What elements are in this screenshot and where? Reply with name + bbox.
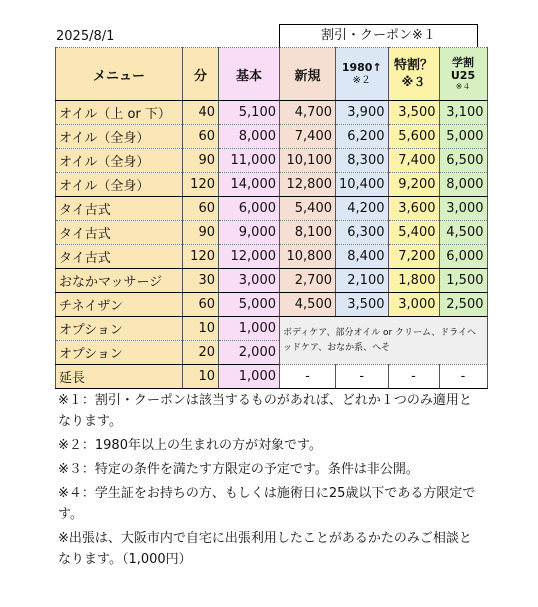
option-row	[56, 317, 488, 341]
menu-name: オイル（全身）	[56, 173, 183, 197]
header-student-discount	[439, 48, 487, 101]
menu-name: タイ古式	[56, 197, 183, 221]
header-menu: メニュー	[56, 48, 183, 101]
header-student-top: 学割	[452, 56, 474, 69]
header-special-top: 特割？	[393, 58, 433, 73]
table-header-row	[56, 48, 488, 101]
header-new: 新規	[280, 48, 336, 101]
header-age-bottom: ※２	[352, 75, 371, 86]
price-age: 10,400	[336, 173, 389, 197]
option-name: オプション	[56, 341, 183, 365]
price-basic: 14,000	[219, 173, 280, 197]
price-age: 4,200	[336, 197, 389, 221]
footnote-1: ※１：割引・クーポンは該当するものがあれば、どれか１つのみ適用となります。	[58, 393, 472, 429]
table-row	[56, 221, 488, 245]
extension-row	[56, 365, 488, 389]
table-row	[56, 101, 488, 125]
option-note: ボディケア、部分オイル or クリーム、ドライヘッドケア、おなか系、へそ	[280, 317, 488, 365]
extension-age: -	[336, 365, 389, 389]
price-student: 6,000	[439, 245, 487, 269]
price-age: 3,900	[336, 101, 389, 125]
price-special: 9,200	[388, 173, 439, 197]
date-label: 2025/8/1	[56, 29, 115, 44]
menu-minutes: 90	[183, 149, 219, 173]
menu-name: おなかマッサージ	[56, 269, 183, 293]
option-price: 1,000	[219, 317, 280, 341]
menu-name: チネイザン	[56, 293, 183, 317]
price-new: 2,700	[280, 269, 336, 293]
header-student-mid: U25	[450, 69, 476, 82]
price-basic: 8,000	[219, 125, 280, 149]
header-special-bottom: ※３	[401, 75, 426, 89]
header-minutes: 分	[183, 48, 219, 101]
price-age: 6,300	[336, 221, 389, 245]
price-new: 5,400	[280, 197, 336, 221]
footnote-3: ※３：特定の条件を満たす方限定の予定です。条件は非公開。	[58, 462, 419, 477]
option-price: 2,000	[219, 341, 280, 365]
table-row	[56, 125, 488, 149]
price-student: 8,000	[439, 173, 487, 197]
table-row	[56, 293, 488, 317]
table-row	[56, 173, 488, 197]
price-special: 7,400	[388, 149, 439, 173]
menu-minutes: 90	[183, 221, 219, 245]
header-age-discount	[336, 48, 389, 101]
option-minutes: 10	[183, 317, 219, 341]
menu-minutes: 60	[183, 125, 219, 149]
extension-student: -	[439, 365, 487, 389]
option-minutes: 20	[183, 341, 219, 365]
price-student: 3,100	[439, 101, 487, 125]
price-age: 3,500	[336, 293, 389, 317]
option-name: オプション	[56, 317, 183, 341]
price-age: 8,300	[336, 149, 389, 173]
extension-name: 延長	[56, 365, 183, 389]
price-basic: 6,000	[219, 197, 280, 221]
price-new: 7,400	[280, 125, 336, 149]
price-new: 12,800	[280, 173, 336, 197]
price-new: 4,500	[280, 293, 336, 317]
header-special-discount	[388, 48, 439, 101]
price-new: 4,700	[280, 101, 336, 125]
extension-new: -	[280, 365, 336, 389]
price-special: 1,800	[388, 269, 439, 293]
price-special: 3,500	[388, 101, 439, 125]
header-basic: 基本	[219, 48, 280, 101]
header-student-bottom: ※４	[455, 82, 471, 91]
table-row	[56, 149, 488, 173]
coupon-group-header: 割引・クーポン※１	[279, 24, 478, 47]
menu-name: オイル（全身）	[56, 149, 183, 173]
menu-name: タイ古式	[56, 245, 183, 269]
footnote-2: ※２：1980年以上の生まれの方が対象です。	[58, 438, 322, 453]
price-basic: 3,000	[219, 269, 280, 293]
menu-name: タイ古式	[56, 221, 183, 245]
price-basic: 9,000	[219, 221, 280, 245]
price-student: 1,500	[439, 269, 487, 293]
price-student: 5,000	[439, 125, 487, 149]
price-table	[55, 47, 488, 389]
menu-minutes: 40	[183, 101, 219, 125]
price-basic: 11,000	[219, 149, 280, 173]
extension-price: 1,000	[219, 365, 280, 389]
menu-minutes: 60	[183, 197, 219, 221]
price-new: 10,100	[280, 149, 336, 173]
price-student: 6,500	[439, 149, 487, 173]
price-student: 2,500	[439, 293, 487, 317]
price-special: 7,200	[388, 245, 439, 269]
table-row	[56, 245, 488, 269]
price-age: 6,200	[336, 125, 389, 149]
price-special: 3,000	[388, 293, 439, 317]
price-basic: 5,000	[219, 293, 280, 317]
price-basic: 12,000	[219, 245, 280, 269]
footnote-travel: ※出張は、大阪市内で自宅に出張利用したことがあるかたのみご相談となります。（1,000円）	[58, 531, 472, 567]
price-special: 3,600	[388, 197, 439, 221]
menu-minutes: 60	[183, 293, 219, 317]
menu-minutes: 30	[183, 269, 219, 293]
header-age-top: 1980↑	[341, 61, 382, 74]
extension-special: -	[388, 365, 439, 389]
price-basic: 5,100	[219, 101, 280, 125]
table-row	[56, 269, 488, 293]
menu-name: オイル（全身）	[56, 125, 183, 149]
extension-minutes: 10	[183, 365, 219, 389]
price-age: 2,100	[336, 269, 389, 293]
price-new: 8,100	[280, 221, 336, 245]
table-row	[56, 197, 488, 221]
menu-minutes: 120	[183, 245, 219, 269]
footnotes	[58, 390, 478, 573]
price-new: 10,800	[280, 245, 336, 269]
price-student: 4,500	[439, 221, 487, 245]
price-age: 8,400	[336, 245, 389, 269]
menu-minutes: 120	[183, 173, 219, 197]
menu-name: オイル（上 or 下）	[56, 101, 183, 125]
footnote-4: ※４：学生証をお持ちの方、もしくは施術日に25歳以下である方限定です。	[58, 486, 476, 522]
price-special: 5,400	[388, 221, 439, 245]
price-student: 3,000	[439, 197, 487, 221]
price-special: 5,600	[388, 125, 439, 149]
